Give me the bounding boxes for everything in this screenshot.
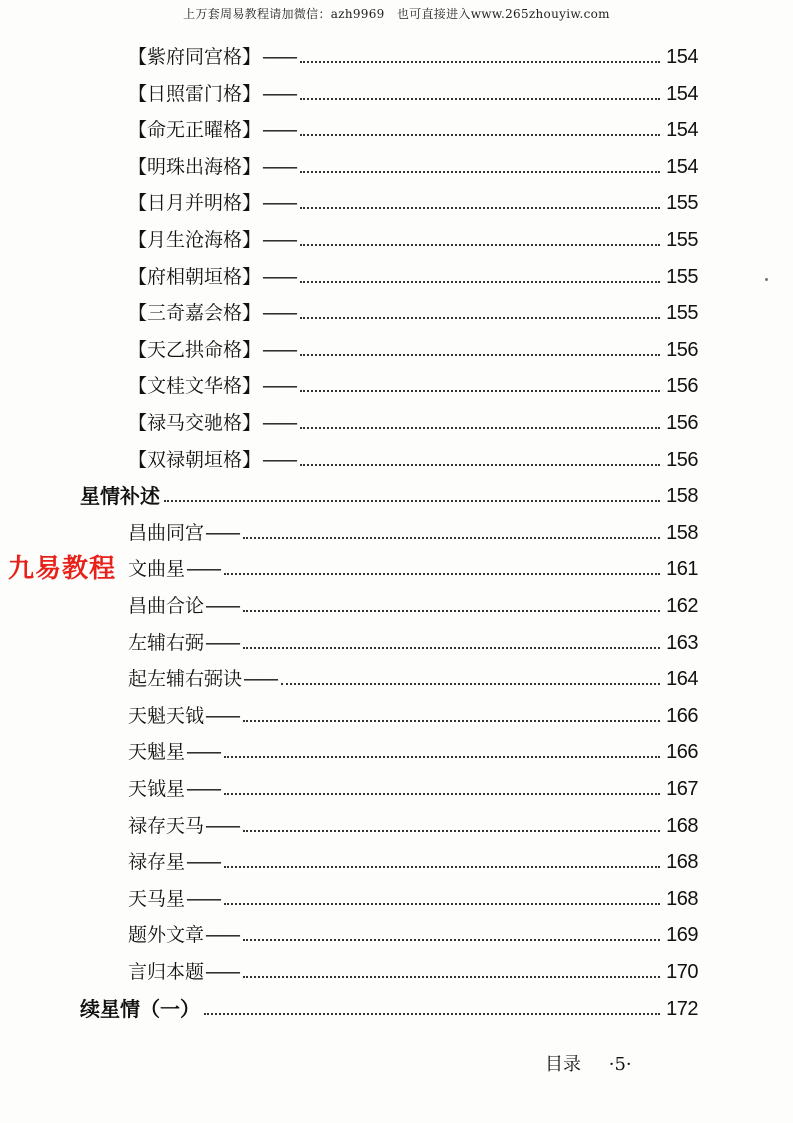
toc-leader-dots <box>300 281 660 283</box>
toc-leader-dots <box>224 793 660 795</box>
toc-entry <box>128 843 698 873</box>
toc-entry <box>128 514 698 544</box>
toc-entry <box>128 953 698 983</box>
toc-entry-title: 星情补述 <box>80 484 160 508</box>
toc-leader-dots <box>300 207 660 209</box>
toc-entry-dash: —— <box>186 851 221 873</box>
toc-entry <box>128 441 698 471</box>
toc-entry <box>128 294 698 324</box>
toc-entry-page-number: 154 <box>666 46 698 68</box>
toc-entry-dash: —— <box>262 449 297 471</box>
toc-entry-dash: —— <box>262 156 297 178</box>
toc-leader-dots <box>300 61 660 63</box>
toc-entry-dash: —— <box>205 961 240 983</box>
toc-entry-page-number: 164 <box>666 668 698 690</box>
toc-entry-page-number: 166 <box>666 705 698 727</box>
toc-entry-page-number: 154 <box>666 156 698 178</box>
toc-entry <box>128 770 698 800</box>
toc-entry-page-number: 168 <box>666 888 698 910</box>
toc-entry-title: 天马星 <box>128 888 186 910</box>
toc-leader-dots <box>300 354 660 356</box>
toc-entry-title: 左辅右弼 <box>128 632 205 654</box>
toc-entry <box>80 990 698 1020</box>
toc-entry-page-number: 156 <box>666 375 698 397</box>
footer-page-number: ·5· <box>608 1054 632 1075</box>
toc-entry-dash: —— <box>262 192 297 214</box>
page-footer <box>545 1050 632 1076</box>
toc-leader-dots <box>243 720 660 722</box>
toc-entry-title: 昌曲合论 <box>128 595 205 617</box>
toc-entry-title: 天钺星 <box>128 778 186 800</box>
toc-entry-dash: —— <box>186 778 221 800</box>
toc-entry-title: 【紫府同宫格】 <box>128 46 262 68</box>
toc-entry-title: 昌曲同宫 <box>128 522 205 544</box>
toc-leader-dots <box>243 976 660 978</box>
toc-entry-dash: —— <box>262 302 297 324</box>
toc-leader-dots <box>224 573 660 575</box>
toc-entry-page-number: 168 <box>666 851 698 873</box>
toc-entry <box>128 697 698 727</box>
toc-leader-dots <box>300 244 660 246</box>
page-header-banner: 上万套周易教程请加微信：azh9969 也可直接进入www.265zhouyiw.com <box>183 7 610 21</box>
toc-entry-page-number: 161 <box>666 558 698 580</box>
toc-entry-title: 【命无正曜格】 <box>128 119 262 141</box>
toc-leader-dots <box>300 317 660 319</box>
toc-leader-dots <box>281 683 660 685</box>
toc-leader-dots <box>300 134 660 136</box>
toc-entry <box>128 660 698 690</box>
toc-entry-page-number: 166 <box>666 741 698 763</box>
toc-leader-dots <box>243 537 660 539</box>
toc-leader-dots <box>224 756 660 758</box>
toc-entry-dash: —— <box>205 632 240 654</box>
toc-entry-dash: —— <box>262 46 297 68</box>
toc-leader-dots <box>300 390 660 392</box>
toc-entry-title: 【日月并明格】 <box>128 192 262 214</box>
toc-leader-dots <box>243 939 660 941</box>
toc-entry <box>80 477 698 507</box>
toc-entry-title: 【禄马交驰格】 <box>128 412 262 434</box>
toc-leader-dots <box>204 1013 660 1015</box>
toc-entry-dash: —— <box>205 924 240 946</box>
watermark-text: 九易教程 <box>8 554 117 584</box>
toc-entry-page-number: 156 <box>666 339 698 361</box>
toc-entry-title: 起左辅右弼诀 <box>128 668 243 690</box>
toc-entry-dash: —— <box>262 266 297 288</box>
toc-entry-page-number: 155 <box>666 266 698 288</box>
toc-entry-dash: —— <box>186 558 221 580</box>
toc-entry-page-number: 155 <box>666 229 698 251</box>
toc-entry-dash: —— <box>205 522 240 544</box>
toc-entry <box>128 38 698 68</box>
toc-entry-dash: —— <box>262 412 297 434</box>
toc-entry-title: 【三奇嘉会格】 <box>128 302 262 324</box>
toc-entry-title: 续星情（一） <box>80 997 200 1021</box>
footer-label: 目录 <box>545 1054 581 1075</box>
toc-entry-title: 天魁天钺 <box>128 705 205 727</box>
toc-entry-title: 言归本题 <box>128 961 205 983</box>
scan-speck <box>765 278 768 281</box>
toc-leader-dots <box>243 610 660 612</box>
toc-entry-dash: —— <box>205 815 240 837</box>
toc-entry-dash: —— <box>262 119 297 141</box>
toc-entry-page-number: 168 <box>666 815 698 837</box>
toc-entry-title: 【府相朝垣格】 <box>128 266 262 288</box>
toc-entry <box>128 624 698 654</box>
toc-entry <box>128 367 698 397</box>
toc-entry <box>128 184 698 214</box>
toc-entry-page-number: 155 <box>666 192 698 214</box>
toc-entry-title: 【文桂文华格】 <box>128 375 262 397</box>
toc-entry-page-number: 167 <box>666 778 698 800</box>
toc-entry <box>128 75 698 105</box>
toc-leader-dots <box>243 647 660 649</box>
toc-entry <box>128 550 698 580</box>
toc-entry-page-number: 156 <box>666 449 698 471</box>
toc-entry <box>128 880 698 910</box>
toc-leader-dots <box>224 866 660 868</box>
toc-entry-dash: —— <box>186 741 221 763</box>
toc-entry-dash: —— <box>243 668 278 690</box>
toc-entry-dash: —— <box>205 705 240 727</box>
toc-entry-page-number: 162 <box>666 595 698 617</box>
toc-entry-dash: —— <box>262 339 297 361</box>
toc-entry <box>128 733 698 763</box>
toc-entry-page-number: 154 <box>666 119 698 141</box>
toc-entry <box>128 331 698 361</box>
toc-entry-dash: —— <box>186 888 221 910</box>
toc-leader-dots <box>300 171 660 173</box>
toc-entry <box>128 916 698 946</box>
toc-entry-title: 禄存天马 <box>128 815 205 837</box>
toc-entry-title: 【明珠出海格】 <box>128 156 262 178</box>
toc-leader-dots <box>164 500 660 502</box>
toc-entry <box>128 587 698 617</box>
toc-leader-dots <box>300 464 660 466</box>
toc-entry-page-number: 163 <box>666 632 698 654</box>
toc-entry-page-number: 158 <box>666 485 698 507</box>
toc-leader-dots <box>243 830 660 832</box>
toc-entry <box>128 111 698 141</box>
toc-entry-dash: —— <box>205 595 240 617</box>
toc-entry <box>128 807 698 837</box>
toc-entry-title: 【月生沧海格】 <box>128 229 262 251</box>
toc-entry-page-number: 158 <box>666 522 698 544</box>
toc-entry-dash: —— <box>262 375 297 397</box>
toc-entry-title: 【天乙拱命格】 <box>128 339 262 361</box>
toc-entry-page-number: 170 <box>666 961 698 983</box>
toc-entry <box>128 221 698 251</box>
toc-entry-page-number: 172 <box>666 998 698 1020</box>
toc-entry-page-number: 169 <box>666 924 698 946</box>
toc-entry-title: 天魁星 <box>128 741 186 763</box>
toc-entry-title: 文曲星 <box>128 558 186 580</box>
toc-entry <box>128 258 698 288</box>
toc-leader-dots <box>300 98 660 100</box>
toc-entry-title: 题外文章 <box>128 924 205 946</box>
toc-leader-dots <box>224 903 660 905</box>
toc-leader-dots <box>300 427 660 429</box>
toc-entry-page-number: 156 <box>666 412 698 434</box>
toc-entry <box>128 404 698 434</box>
toc-entry <box>128 148 698 178</box>
toc-entry-title: 禄存星 <box>128 851 186 873</box>
toc-entry-page-number: 154 <box>666 83 698 105</box>
toc-entry-dash: —— <box>262 83 297 105</box>
toc-entry-page-number: 155 <box>666 302 698 324</box>
toc-entry-dash: —— <box>262 229 297 251</box>
toc-entry-title: 【日照雷门格】 <box>128 83 262 105</box>
toc-entry-title: 【双禄朝垣格】 <box>128 449 262 471</box>
